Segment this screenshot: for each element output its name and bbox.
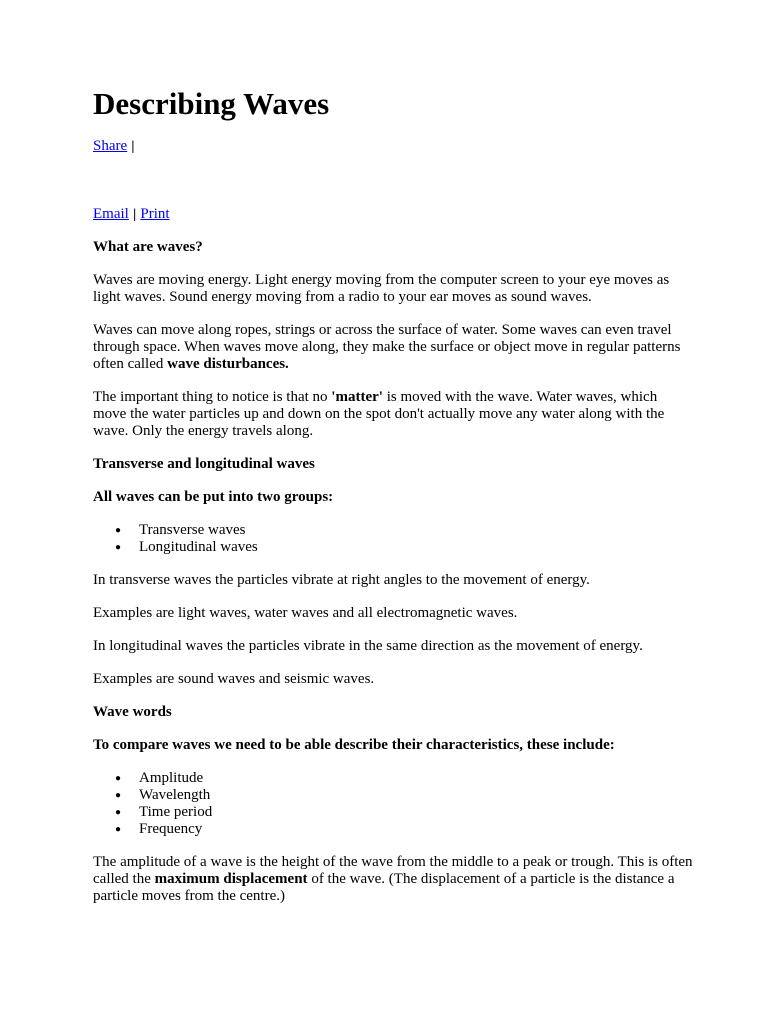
share-row (93, 138, 135, 155)
paragraph-text: The important thing to notice is that no (93, 389, 332, 405)
bullet-icon: ● (115, 542, 122, 553)
bullet-icon: ● (115, 525, 122, 536)
bullet-icon: ● (115, 807, 122, 818)
paragraph (93, 389, 693, 440)
share-link[interactable]: Share (93, 138, 128, 154)
bold-term: wave disturbances. (167, 356, 289, 372)
paragraph: In transverse waves the particles vibrate at right angles to the movement of energy. (93, 572, 590, 588)
list-item (115, 787, 693, 804)
paragraph-text: is moved with the wave. Water waves, which move the water particles up and down on the spot don't actually move any water along with the wave. Only the energy travels along. (93, 389, 665, 439)
bullet-icon: ● (115, 824, 122, 835)
section-subheading: To compare waves we need to be able describe their characteristics, these include: (93, 737, 615, 753)
section-heading-what-are-waves: What are waves? (93, 239, 203, 255)
characteristics-list (93, 770, 693, 838)
list-item (115, 804, 693, 821)
list-item-label: Wavelength (139, 787, 211, 803)
list-item-label: Frequency (139, 821, 203, 837)
print-link[interactable]: Print (140, 206, 170, 222)
bold-term: maximum displacement (154, 871, 308, 887)
list-item-label: Time period (139, 804, 213, 820)
section-heading-transverse-longitudinal: Transverse and longitudinal waves (93, 456, 315, 472)
bold-term: 'matter' (331, 389, 383, 405)
page-title: Describing Waves (93, 86, 330, 121)
paragraph: In longitudinal waves the particles vibrate in the same direction as the movement of energy. (93, 638, 643, 654)
paragraph (93, 322, 693, 373)
section-heading-wave-words: Wave words (93, 704, 172, 720)
section-subheading: All waves can be put into two groups: (93, 489, 334, 505)
action-separator: | (132, 207, 137, 221)
list-item (115, 821, 693, 838)
list-item-label: Longitudinal waves (139, 539, 258, 555)
paragraph-text: Waves can move along ropes, strings or across the surface of water. Some waves can even travel through space. When waves move along, they make the surface or object move in regular patterns often called (93, 322, 681, 372)
article-body (93, 239, 693, 921)
action-links (93, 206, 170, 223)
article (93, 86, 693, 904)
list-item (115, 770, 693, 787)
list-item (115, 522, 693, 539)
paragraph-text: of the wave. (The displacement of a particle is the distance a particle moves from the centre.) (93, 871, 675, 904)
list-item-label: Transverse waves (139, 522, 246, 538)
paragraph (93, 854, 693, 905)
paragraph: Examples are sound waves and seismic waves. (93, 671, 375, 687)
bullet-icon: ● (115, 790, 122, 801)
share-separator: | (130, 139, 135, 153)
list-item-label: Amplitude (139, 770, 204, 786)
paragraph: Waves are moving energy. Light energy moving from the computer screen to your eye moves as light waves. Sound energy moving from a radio to your ear moves as sound waves. (93, 272, 670, 305)
email-link[interactable]: Email (93, 206, 129, 222)
paragraph: Examples are light waves, water waves and all electromagnetic waves. (93, 605, 518, 621)
list-item (115, 539, 693, 556)
wave-groups-list (93, 522, 693, 556)
paragraph-text: The amplitude of a wave is the height of the wave from the middle to a peak or trough. This is often called the (93, 854, 693, 887)
bullet-icon: ● (115, 773, 122, 784)
